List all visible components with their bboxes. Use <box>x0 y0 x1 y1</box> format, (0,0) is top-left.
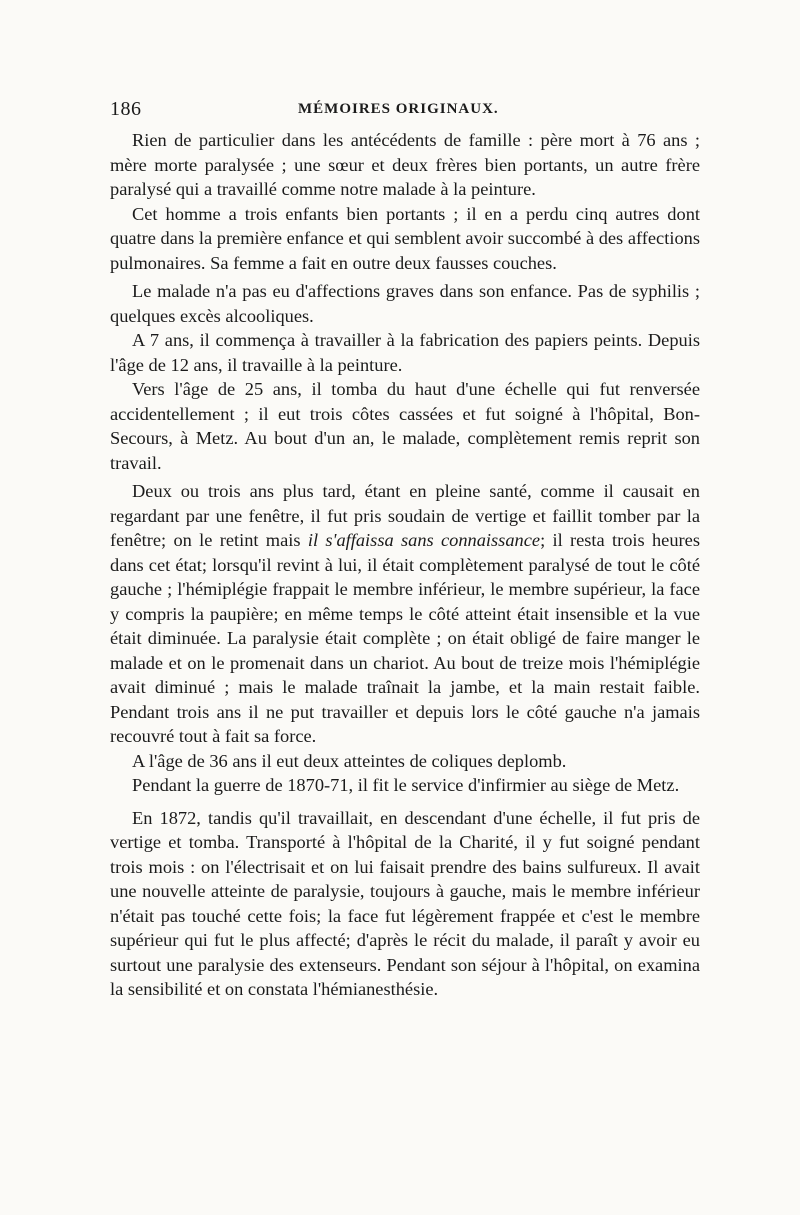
paragraph-family-history: Rien de particulier dans les antécédents de famille : père mort à 76 ans ; mère morte paralysée ; une sœur et deux frères bien portants, un autre frère paralysé qui a travaillé comme notre malade à la peinture. <box>110 130 700 199</box>
paragraph-work: A 7 ans, il commença à travailler à la fabrication des papiers peints. Depuis l'âge de 12 ans, il travaille à la peinture. <box>110 330 700 375</box>
paragraph-first-paralysis <box>110 479 700 749</box>
body-text <box>110 128 700 1002</box>
paragraph-first-paralysis-start: Deux ou trois ans plus tard, étant en pleine santé, comme il causait en regardant par une fenêtre, il fut pris soudain de vertige et faillit tomber par la fenêtre; on le retint mais <box>110 481 700 550</box>
paragraph-lead-colic: A l'âge de 36 ans il eut deux atteintes de coliques deplomb. <box>132 750 567 771</box>
page-header <box>110 98 700 124</box>
paragraph-ladder-fall: Vers l'âge de 25 ans, il tomba du haut d'une échelle qui fut renversée accidentellement ; il eut trois côtes cassées et fut soigné à l'hôpital, Bon-Secours, à Metz. Au bout d'un an, le malade, complètement remis reprit son travail. <box>110 379 700 473</box>
paragraph-second-paralysis: En 1872, tandis qu'il travaillait, en descendant d'une échelle, il fut pris de vertige et tomba. Transporté à l'hôpital de la Charité, il y fut soigné pendant trois mois : on l'électrisait et on lui faisait prendre des bains sulfureux. Il avait une nouvelle atteinte de paralysie, toujours à gauche, mais le membre inférieur n'était pas touché cette fois; la face fut légèrement frappée et c'est le membre supérieur qui fut le plus affecté; d'après le récit du malade, il paraît y avoir eu surtout une paralysie des extenseurs. Pendant son séjour à l'hôpital, on examina la sensibilité et on constata l'hémianesthésie. <box>110 807 700 999</box>
paragraph-first-paralysis-end: ; il resta trois heures dans cet état; lorsqu'il revint à lui, il était complètement paralysé de tout le côté gauche ; l'hémiplégie frappait le membre inférieur, le membre supérieur, la face y compris la paupière; en même temps le côté atteint était insensible et la vue était diminuée. La paralysie était complète ; on était obligé de faire manger le malade et on le promenait dans un chariot. Au bout de treize mois l'hémiplégie avait diminué ; mais le malade traînait la jambe, et la main restait faible. Pendant trois ans il ne put travailler et depuis lors le côté gauche n'a jamais recouvré tout à fait sa force. <box>110 530 700 746</box>
page-number: 186 <box>110 98 142 120</box>
running-title: MÉMOIRES ORIGINAUX. <box>298 101 499 117</box>
paragraph-war-service: Pendant la guerre de 1870-71, il fit le service d'infirmier au siège de Metz. <box>132 775 680 795</box>
paragraph-children: Cet homme a trois enfants bien portants ; il en a perdu cinq autres dont quatre dans la première enfance et qui semblent avoir succombé à des affections pulmonaires. Sa femme a fait en outre deux fausses couches. <box>110 203 700 273</box>
paragraph-childhood: Le malade n'a pas eu d'affections graves dans son enfance. Pas de syphilis ; quelques excès alcooliques. <box>110 281 700 326</box>
paragraph-first-paralysis-italic: il s'affaissa sans connaissance <box>307 530 541 550</box>
